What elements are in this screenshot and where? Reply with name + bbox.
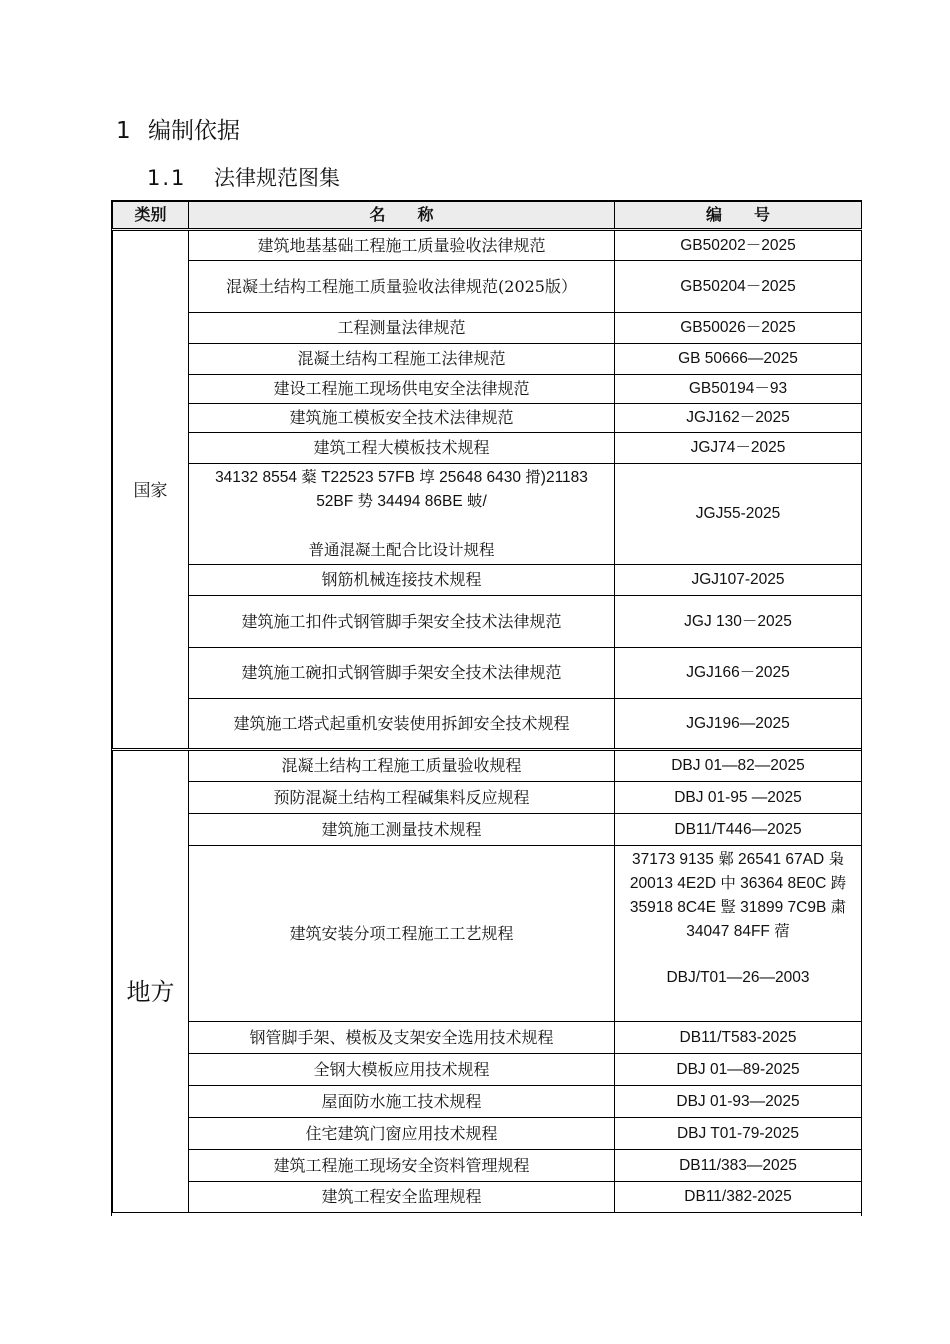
standard-name: 钢管脚手架、模板及支架安全选用技术规程: [189, 1022, 615, 1054]
standard-name: 混凝土结构工程施工法律规范: [189, 344, 615, 375]
standard-code: DB11/T446—2025: [615, 814, 862, 846]
table-row: [113, 814, 862, 846]
standard-code: JGJ162－2025: [615, 404, 862, 433]
header-category: 类别: [113, 202, 189, 230]
standard-name: 屋面防水施工技术规程: [189, 1086, 615, 1118]
garbled-text: 37173 9135 鄵 26541 67AD 枭 20013 4E2D 中 36364 8E0C 踌 35918 8C4E 豎 31899 7C9B 粛 34047 84FF 蓿: [629, 851, 847, 940]
standard-code: DBJ 01—89-2025: [615, 1054, 862, 1086]
table-row: [113, 404, 862, 433]
table-row: [113, 565, 862, 596]
table-row: [113, 1182, 862, 1213]
table-row: [113, 1086, 862, 1118]
standard-name: 建筑工程安全监理规程: [189, 1182, 615, 1213]
section-title: 编制依据: [148, 118, 240, 144]
table-row: [113, 261, 862, 313]
standard-name: 建筑地基基础工程施工质量验收法律规范: [189, 230, 615, 261]
section-heading: [116, 112, 240, 145]
category-national: 国家: [113, 230, 189, 750]
table-row: [113, 433, 862, 464]
standard-code: DBJ 01—82—2025: [615, 750, 862, 782]
standard-name: 建筑施工测量技术规程: [189, 814, 615, 846]
standard-name: 全钢大模板应用技术规程: [189, 1054, 615, 1086]
standard-code: DBJ/T01—26—2003: [666, 969, 810, 986]
table-header-row: [113, 202, 862, 230]
table-row: [113, 344, 862, 375]
table-row: [113, 1054, 862, 1086]
standard-code: GB50194－93: [615, 375, 862, 404]
standard-name-cell: [189, 464, 615, 565]
table-row: [113, 1150, 862, 1182]
table-row: [113, 846, 862, 1022]
standard-name: 建设工程施工现场供电安全法律规范: [189, 375, 615, 404]
garbled-text: 34132 8554 薒 T22523 57FB 埻 25648 6430 搰)21183 52BF 势 34494 86BE 蚾/: [215, 469, 588, 510]
standard-name: 预防混凝土结构工程碱集料反应规程: [189, 782, 615, 814]
table-row: [113, 596, 862, 648]
table-row: [113, 699, 862, 750]
table-row: [113, 750, 862, 782]
standard-code: JGJ196—2025: [615, 699, 862, 750]
table-row: [113, 1022, 862, 1054]
standard-code: GB50202－2025: [615, 230, 862, 261]
table-row: [113, 648, 862, 699]
standard-code: DBJ 01-93—2025: [615, 1086, 862, 1118]
standard-name: 建筑施工扣件式钢管脚手架安全技术法律规范: [189, 596, 615, 648]
standard-code: GB50026－2025: [615, 313, 862, 344]
standards-table-frame: [111, 200, 862, 1216]
subsection-heading: [147, 162, 340, 192]
standard-code: JGJ55-2025: [615, 464, 862, 565]
standard-name: 建筑工程施工现场安全资料管理规程: [189, 1150, 615, 1182]
header-code: 编 号: [615, 202, 862, 230]
header-name: 名 称: [189, 202, 615, 230]
standard-code: JGJ166－2025: [615, 648, 862, 699]
category-local: 地方: [113, 750, 189, 1213]
table-row: [113, 230, 862, 261]
standard-code: DBJ T01-79-2025: [615, 1118, 862, 1150]
standard-code: DB11/383—2025: [615, 1150, 862, 1182]
standard-name: 混凝土结构工程施工质量验收法律规范(2025版）: [189, 261, 615, 313]
standard-code: JGJ107-2025: [615, 565, 862, 596]
standard-name: 建筑施工碗扣式钢管脚手架安全技术法律规范: [189, 648, 615, 699]
standard-code: GB 50666—2025: [615, 344, 862, 375]
standard-code: DB11/382-2025: [615, 1182, 862, 1213]
standard-code: JGJ74－2025: [615, 433, 862, 464]
standard-name: 工程测量法律规范: [189, 313, 615, 344]
standard-name: 建筑工程大模板技术规程: [189, 433, 615, 464]
table-row: [113, 313, 862, 344]
standard-name: 建筑施工模板安全技术法律规范: [189, 404, 615, 433]
standard-name: 混凝土结构工程施工质量验收规程: [189, 750, 615, 782]
standard-code-cell: [615, 846, 862, 1022]
table-row: [113, 782, 862, 814]
standard-name: 住宅建筑门窗应用技术规程: [189, 1118, 615, 1150]
standard-code: GB50204－2025: [615, 261, 862, 313]
table-row: [113, 375, 862, 404]
standard-name: 普通混凝土配合比设计规程: [308, 541, 495, 559]
standard-code: DB11/T583-2025: [615, 1022, 862, 1054]
standard-code: DBJ 01-95 —2025: [615, 782, 862, 814]
standard-name: 建筑安装分项工程施工工艺规程: [189, 846, 615, 1022]
subsection-title: 法律规范图集: [214, 166, 340, 190]
standard-code: JGJ 130－2025: [615, 596, 862, 648]
table-row: [113, 1118, 862, 1150]
standard-name: 钢筋机械连接技术规程: [189, 565, 615, 596]
standards-table: [112, 201, 862, 1213]
table-row: [113, 464, 862, 565]
standard-name: 建筑施工塔式起重机安装使用拆卸安全技术规程: [189, 699, 615, 750]
subsection-number: 1.1: [147, 166, 187, 190]
section-number: 1: [116, 118, 131, 144]
